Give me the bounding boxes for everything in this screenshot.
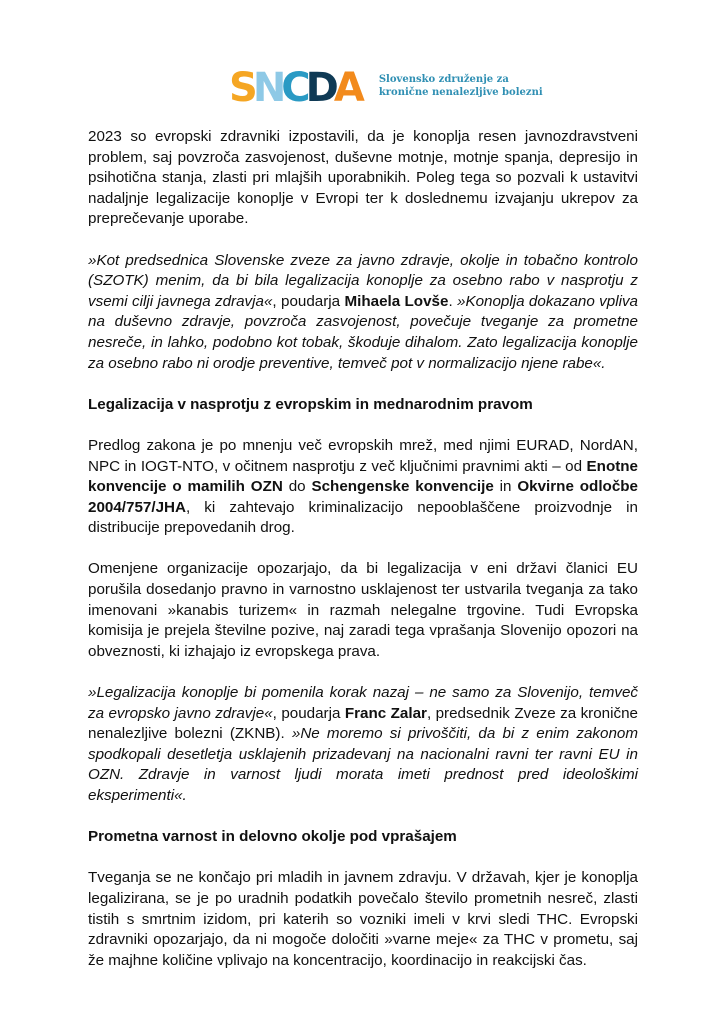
legal-act-schengen: Schengenske konvencije bbox=[311, 478, 494, 496]
body-text: Predlog zakona je po mnenju več evropskih mrež, med njimi EURAD, NordAN, NPC in IOGT-NTO, v očitnem nasprotju z več ključnimi pravnimi akti – od bbox=[88, 436, 638, 475]
tagline-line-1: Slovensko združenje za bbox=[378, 74, 509, 85]
section-heading-traffic: Prometna varnost in delovno okolje pod vprašajem bbox=[88, 828, 457, 846]
logo-letter-d: D bbox=[305, 65, 334, 111]
document-body bbox=[88, 127, 638, 992]
quote-text: »Kot predsednica Slovenske zveze za javno zdravje, okolje in tobačno kontrolo (SZOTK) menim, da bi bila legalizacija konoplje za osebno rabo v nasprotju z vsemi cilji javnega zdravja« bbox=[88, 251, 638, 310]
speaker-name: Mihaela Lovše bbox=[344, 292, 449, 310]
legal-act-un-convention: Enotne konvencije o mamilih OZN bbox=[88, 457, 638, 496]
paragraph-traffic-safety: Tveganja se ne končajo pri mladih in javnem zdravju. V državah, kjer je konoplja legalizirana, se je po uradnih podatkih povečalo število prometnih nesreč, zlasti tistih s smrtnim izidom, pri katerih so vozniki imeli v krvi sledi THC. Evropski zdravniki opozarjajo, da ni mogoče določiti »varne meje« za THC v prometu, saj že majhne količine vplivajo na koncentracijo, koordinacijo in reakcijski čas. bbox=[88, 869, 638, 969]
quote-text: »Legalizacija konoplje bi pomenila korak nazaj – ne samo za Slovenijo, temveč za evropsko javno zdravje« bbox=[88, 684, 638, 722]
body-text: , ki zahtevajo kriminalizacijo nepooblaščene proizvodnje in distribucije prepovedanih drog. bbox=[88, 498, 638, 537]
body-text: do bbox=[282, 478, 312, 496]
body-text: in bbox=[493, 478, 518, 496]
attribution-text: , poudarja bbox=[272, 704, 345, 722]
attribution-text: , poudarja bbox=[272, 292, 345, 310]
sncda-logo bbox=[229, 64, 365, 111]
page-header bbox=[229, 62, 543, 110]
logo-letter-a: A bbox=[333, 65, 365, 111]
paragraph-quote-lovse bbox=[88, 251, 638, 375]
section-heading-legal: Legalizacija v nasprotju z evropskim in mednarodnim pravom bbox=[88, 395, 533, 413]
paragraph-quote-zalar bbox=[88, 683, 638, 807]
tagline-line-2: kronične nenalezljive bolezni bbox=[378, 87, 543, 98]
attribution-text: . bbox=[448, 292, 458, 310]
logo-letter-n: N bbox=[252, 65, 282, 111]
legal-act-framework-decision: Okvirne odločbe 2004/757/JHA bbox=[88, 478, 638, 516]
attribution-text: , predsednik Zveze za kronične nenalezljive bolezni (ZKNB). bbox=[88, 704, 638, 743]
paragraph-intro: 2023 so evropski zdravniki izpostavili, da je konoplja resen javnozdravstveni problem, saj povzroča zasvojenost, duševne motnje, motnje spanja, depresijo in psihotična stanja, zlasti pri mlajših uporabnikih. Poleg tega so pozvali k ustavitvi nadaljnje legalizacije konoplje v Evropi ter k doslednemu izvajanju ukrepov za preprečevanje uporabe. bbox=[88, 128, 638, 228]
paragraph-legal-acts bbox=[88, 436, 638, 539]
paragraph-organizations-warning: Omenjene organizacije opozarjajo, da bi legalizacija v eni državi članici EU porušila dosedanjo pravno in varnostno usklajenost ter ustvarila tveganja za tako imenovani »kanabis turizem« in razmah nelegalne trgovine. Tudi Evropska komisija je prejela številne pozive, naj zaradi tega vprašanja Slovenijo opozori na obveznosti, ki izhajajo iz evropskega prava. bbox=[88, 560, 638, 660]
organization-tagline bbox=[379, 73, 543, 99]
speaker-name: Franc Zalar bbox=[344, 704, 427, 722]
logo-letter-c: C bbox=[281, 65, 306, 111]
logo-letter-s: S bbox=[229, 65, 253, 111]
quote-text: »Konoplja dokazano vpliva na duševno zdravje, povzroča zasvojenost, povečuje tveganje za prometne nesreče, in lahko, podobno kot tobak, škoduje dihalom. Zato legalizacija konoplje za osebno rabo ni orodje preventive, temveč pot v normalizacijo njene rabe«. bbox=[88, 292, 638, 372]
quote-text: »Ne moremo si privoščiti, da bi z enim zakonom spodkopali desetletja usklajenih prizadevanj na nacionalni ravni ter ravni EU in OZN. Zdravje in varnost ljudi morata imeti prednost pred ideološkimi eksperimenti«. bbox=[88, 725, 638, 804]
